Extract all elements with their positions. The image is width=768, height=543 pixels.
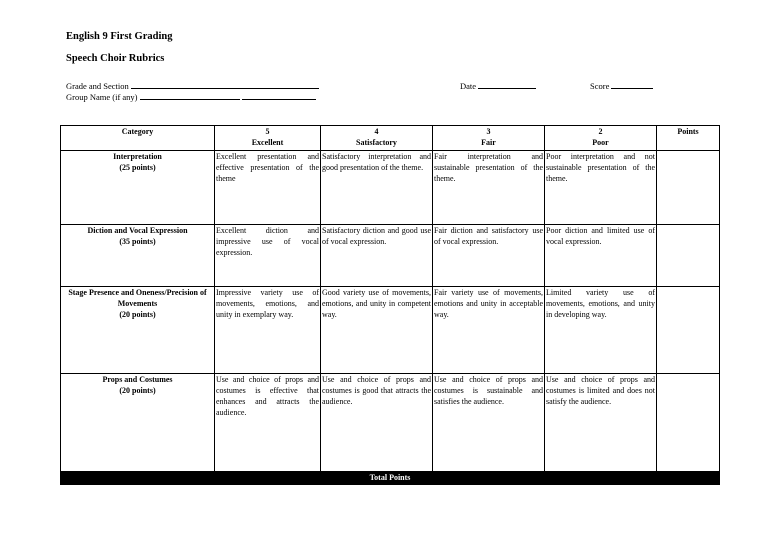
poor-cell: Use and choice of props and costumes is limited and does not satisfy the audience. <box>545 374 657 472</box>
category-cell <box>61 151 215 225</box>
fair-cell: Fair variety use of movements, emotions and unity in acceptable way. <box>433 287 545 374</box>
document-subtitle: Speech Choir Rubrics <box>66 53 165 64</box>
group-name-label: Group Name (if any) <box>66 92 138 102</box>
grade-section-field[interactable] <box>66 80 319 91</box>
group-name-blank-2[interactable] <box>242 91 316 100</box>
header-excellent <box>215 126 321 151</box>
header-label: Poor <box>592 138 609 147</box>
total-row <box>61 472 720 485</box>
category-cell <box>61 287 215 374</box>
header-num: 4 <box>374 127 379 136</box>
satisfactory-cell: Use and choice of props and costumes is good that attracts the audience. <box>321 374 433 472</box>
category-points: (35 points) <box>119 237 156 246</box>
score-field[interactable] <box>590 80 653 91</box>
header-label: Excellent <box>251 138 284 147</box>
grade-section-blank[interactable] <box>131 80 319 89</box>
satisfactory-cell: Good variety use of movements, emotions, and unity in competent way. <box>321 287 433 374</box>
header-category <box>61 126 215 151</box>
fair-cell: Fair interpretation and sustainable presentation of the theme. <box>433 151 545 225</box>
header-poor <box>545 126 657 151</box>
grade-section-label: Grade and Section <box>66 81 129 91</box>
header-fair <box>433 126 545 151</box>
date-label: Date <box>460 81 477 91</box>
header-label: Satisfactory <box>356 138 397 147</box>
excellent-cell: Impressive variety use of movements, emotions, and unity in exemplary way. <box>215 287 321 374</box>
score-label: Score <box>590 81 610 91</box>
satisfactory-cell: Satisfactory diction and good use of vocal expression. <box>321 225 433 287</box>
header-points <box>657 126 720 151</box>
header-label: Points <box>677 127 699 136</box>
header-num: 5 <box>265 127 270 136</box>
table-row <box>61 151 720 225</box>
category-name: Props and Costumes <box>102 375 173 384</box>
date-blank[interactable] <box>478 80 536 89</box>
category-points: (20 points) <box>119 310 156 319</box>
table-row <box>61 225 720 287</box>
category-name: Stage Presence and Oneness/Precision of Movements <box>68 288 207 308</box>
group-name-blank-1[interactable] <box>140 91 240 100</box>
points-cell[interactable] <box>657 287 720 374</box>
category-points: (25 points) <box>119 163 156 172</box>
total-points-label: Total Points <box>61 472 720 485</box>
poor-cell: Poor diction and limited use of vocal expression. <box>545 225 657 287</box>
poor-cell: Limited variety use of movements, emotions, and unity in developing way. <box>545 287 657 374</box>
excellent-cell: Excellent diction and impressive use of vocal expression. <box>215 225 321 287</box>
header-label: Fair <box>481 138 496 147</box>
rubric-table <box>60 125 720 485</box>
category-cell <box>61 374 215 472</box>
satisfactory-cell: Satisfactory interpretation and good presentation of the theme. <box>321 151 433 225</box>
group-name-field[interactable] <box>66 91 316 102</box>
header-label: Category <box>121 127 154 136</box>
header-num: 2 <box>598 127 603 136</box>
header-satisfactory <box>321 126 433 151</box>
fair-cell: Use and choice of props and costumes is sustainable and satisfies the audience. <box>433 374 545 472</box>
table-row <box>61 374 720 472</box>
excellent-cell: Use and choice of props and costumes is effective that enhances and attracts the audience. <box>215 374 321 472</box>
poor-cell: Poor interpretation and not sustainable presentation of the theme. <box>545 151 657 225</box>
category-name: Diction and Vocal Expression <box>87 226 188 235</box>
excellent-cell: Excellent presentation and effective presentation of the theme <box>215 151 321 225</box>
category-name: Interpretation <box>113 152 162 161</box>
points-cell[interactable] <box>657 374 720 472</box>
points-cell[interactable] <box>657 225 720 287</box>
fair-cell: Fair diction and satisfactory use of vocal expression. <box>433 225 545 287</box>
document-title: English 9 First Grading <box>66 31 173 42</box>
table-row <box>61 287 720 374</box>
date-field[interactable] <box>460 80 536 91</box>
header-num: 3 <box>486 127 491 136</box>
points-cell[interactable] <box>657 151 720 225</box>
header-row <box>61 126 720 151</box>
score-blank[interactable] <box>611 80 653 89</box>
category-points: (20 points) <box>119 386 156 395</box>
category-cell <box>61 225 215 287</box>
